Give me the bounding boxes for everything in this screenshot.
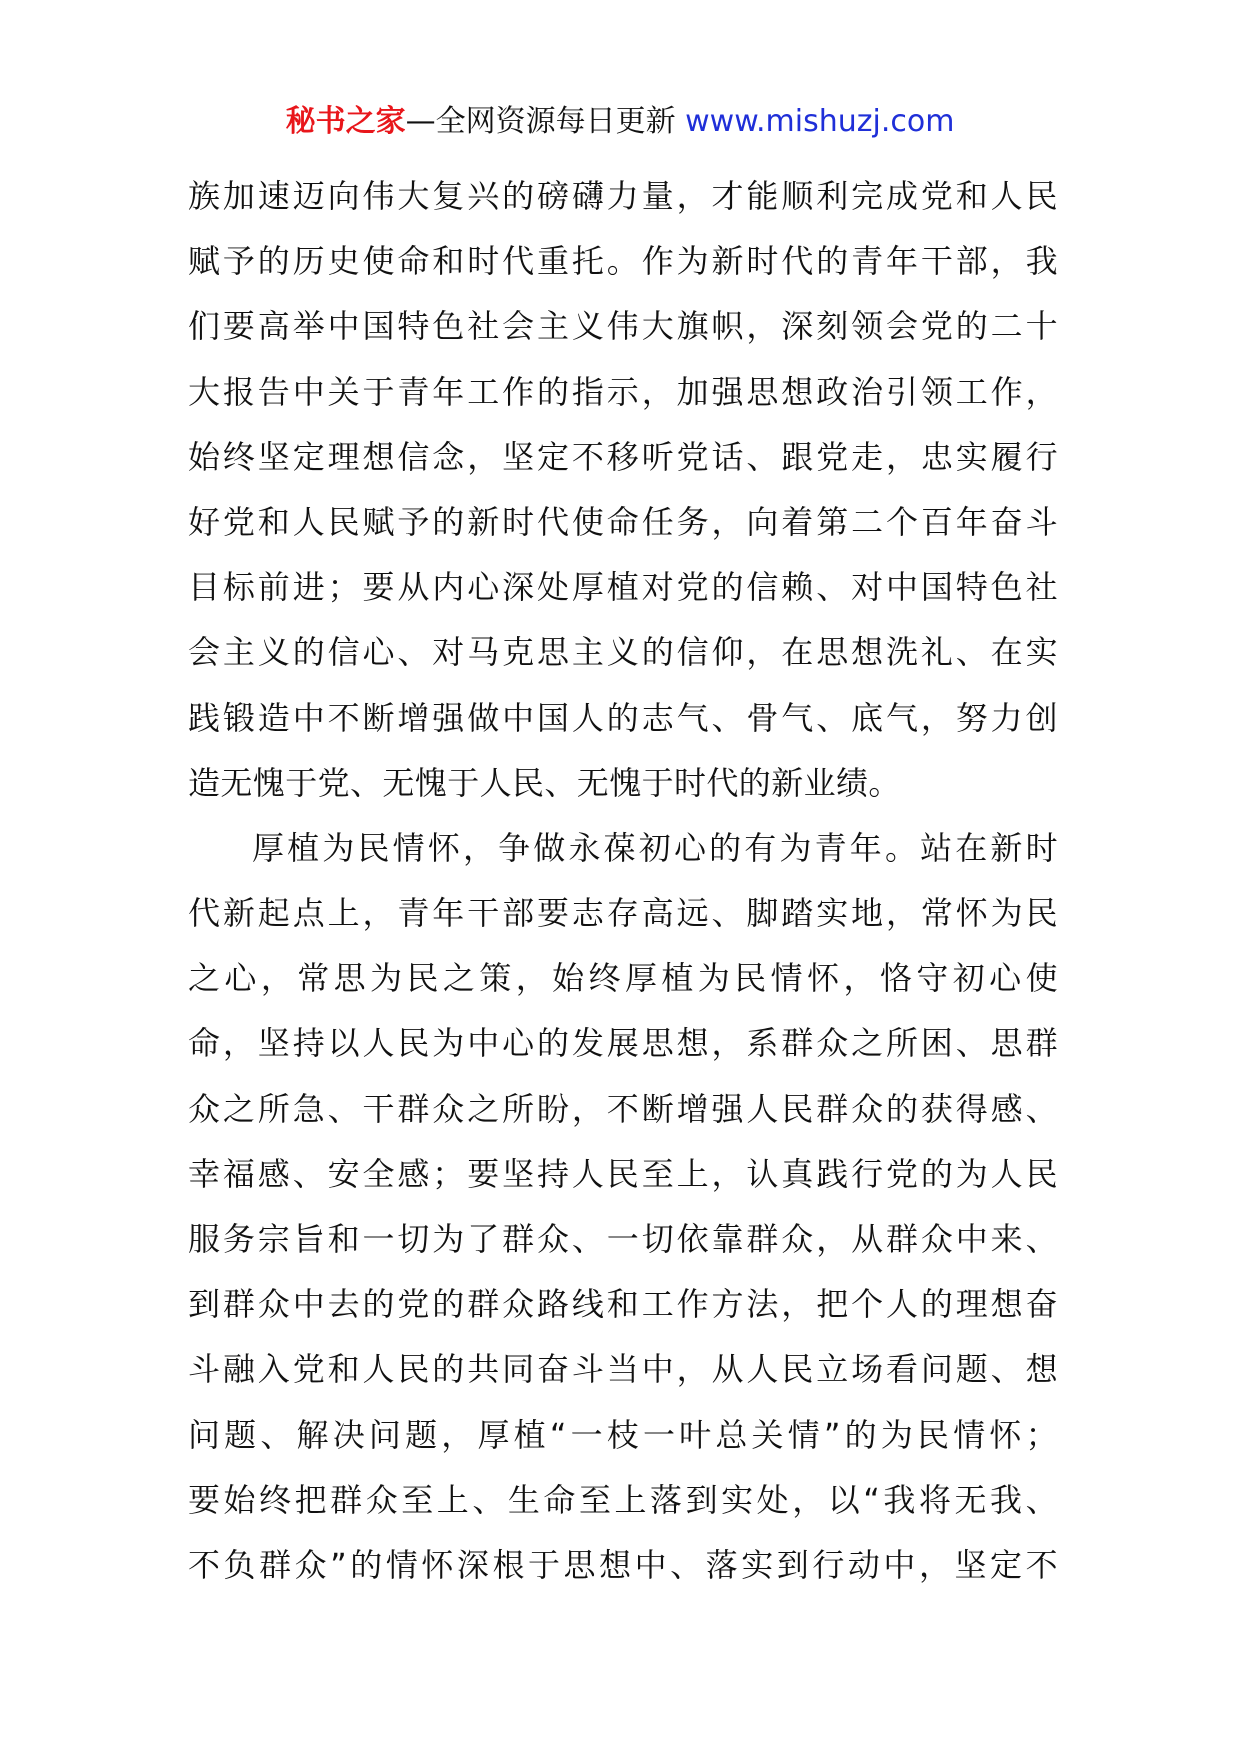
text-line: 好党和人民赋予的新时代使命任务，向着第二个百年奋斗 [188, 502, 1058, 541]
page-header [0, 100, 1240, 144]
header-slogan: —全网资源每日更新 [405, 104, 686, 139]
text-line: 之心，常思为民之策，始终厚植为民情怀，恪守初心使 [188, 959, 1058, 998]
document-body [188, 164, 1058, 1598]
text-line: 幸福感、安全感；要坚持人民至上，认真践行党的为人民 [188, 1154, 1058, 1193]
text-line: 族加速迈向伟大复兴的磅礴力量，才能顺利完成党和人民 [188, 177, 1058, 215]
text-line: 到群众中去的党的群众路线和工作方法，把个人的理想奋 [188, 1285, 1058, 1324]
site-url-link[interactable]: www.mishuzj.com [685, 104, 955, 139]
text-line: 众之所急、干群众之所盼，不断增强人民群众的获得感、 [188, 1089, 1058, 1128]
brand-name: 秘书之家 [285, 104, 406, 139]
text-line: 大报告中关于青年工作的指示，加强思想政治引领工作， [188, 372, 1058, 411]
text-line: 目标前进；要从内心深处厚植对党的信赖、对中国特色社 [188, 568, 1058, 607]
text-line: 赋予的历史使命和时代重托。作为新时代的青年干部，我 [188, 242, 1058, 281]
text-line: 们要高举中国特色社会主义伟大旗帜，深刻领会党的二十 [188, 307, 1058, 346]
text-line: 践锻造中不断增强做中国人的志气、骨气、底气，努力创 [188, 698, 1058, 737]
text-line: 命，坚持以人民为中心的发展思想，系群众之所困、思群 [188, 1024, 1058, 1063]
text-line: 会主义的信心、对马克思主义的信仰，在思想洗礼、在实 [188, 633, 1058, 672]
paragraph-end-line: 造无愧于党、无愧于人民、无愧于时代的新业绩。 [188, 763, 901, 802]
text-line: 服务宗旨和一切为了群众、一切依靠群众，从群众中来、 [188, 1220, 1058, 1258]
text-line: 斗融入党和人民的共同奋斗当中，从人民立场看问题、想 [188, 1350, 1058, 1389]
text-line: 代新起点上，青年干部要志存高远、脚踏实地，常怀为民 [188, 894, 1058, 933]
paragraph-heading-line: 厚植为民情怀，争做永葆初心的有为青年。站在新时 [252, 828, 1058, 867]
text-line: 要始终把群众至上、生命至上落到实处，以“我将无我、 [188, 1480, 1058, 1519]
text-line: 不负群众”的情怀深根于思想中、落实到行动中，坚定不 [188, 1545, 1058, 1584]
text-line: 问题、解决问题，厚植“一枝一叶总关情”的为民情怀； [188, 1415, 1058, 1454]
text-line: 始终坚定理想信念，坚定不移听党话、跟党走，忠实履行 [188, 437, 1058, 476]
